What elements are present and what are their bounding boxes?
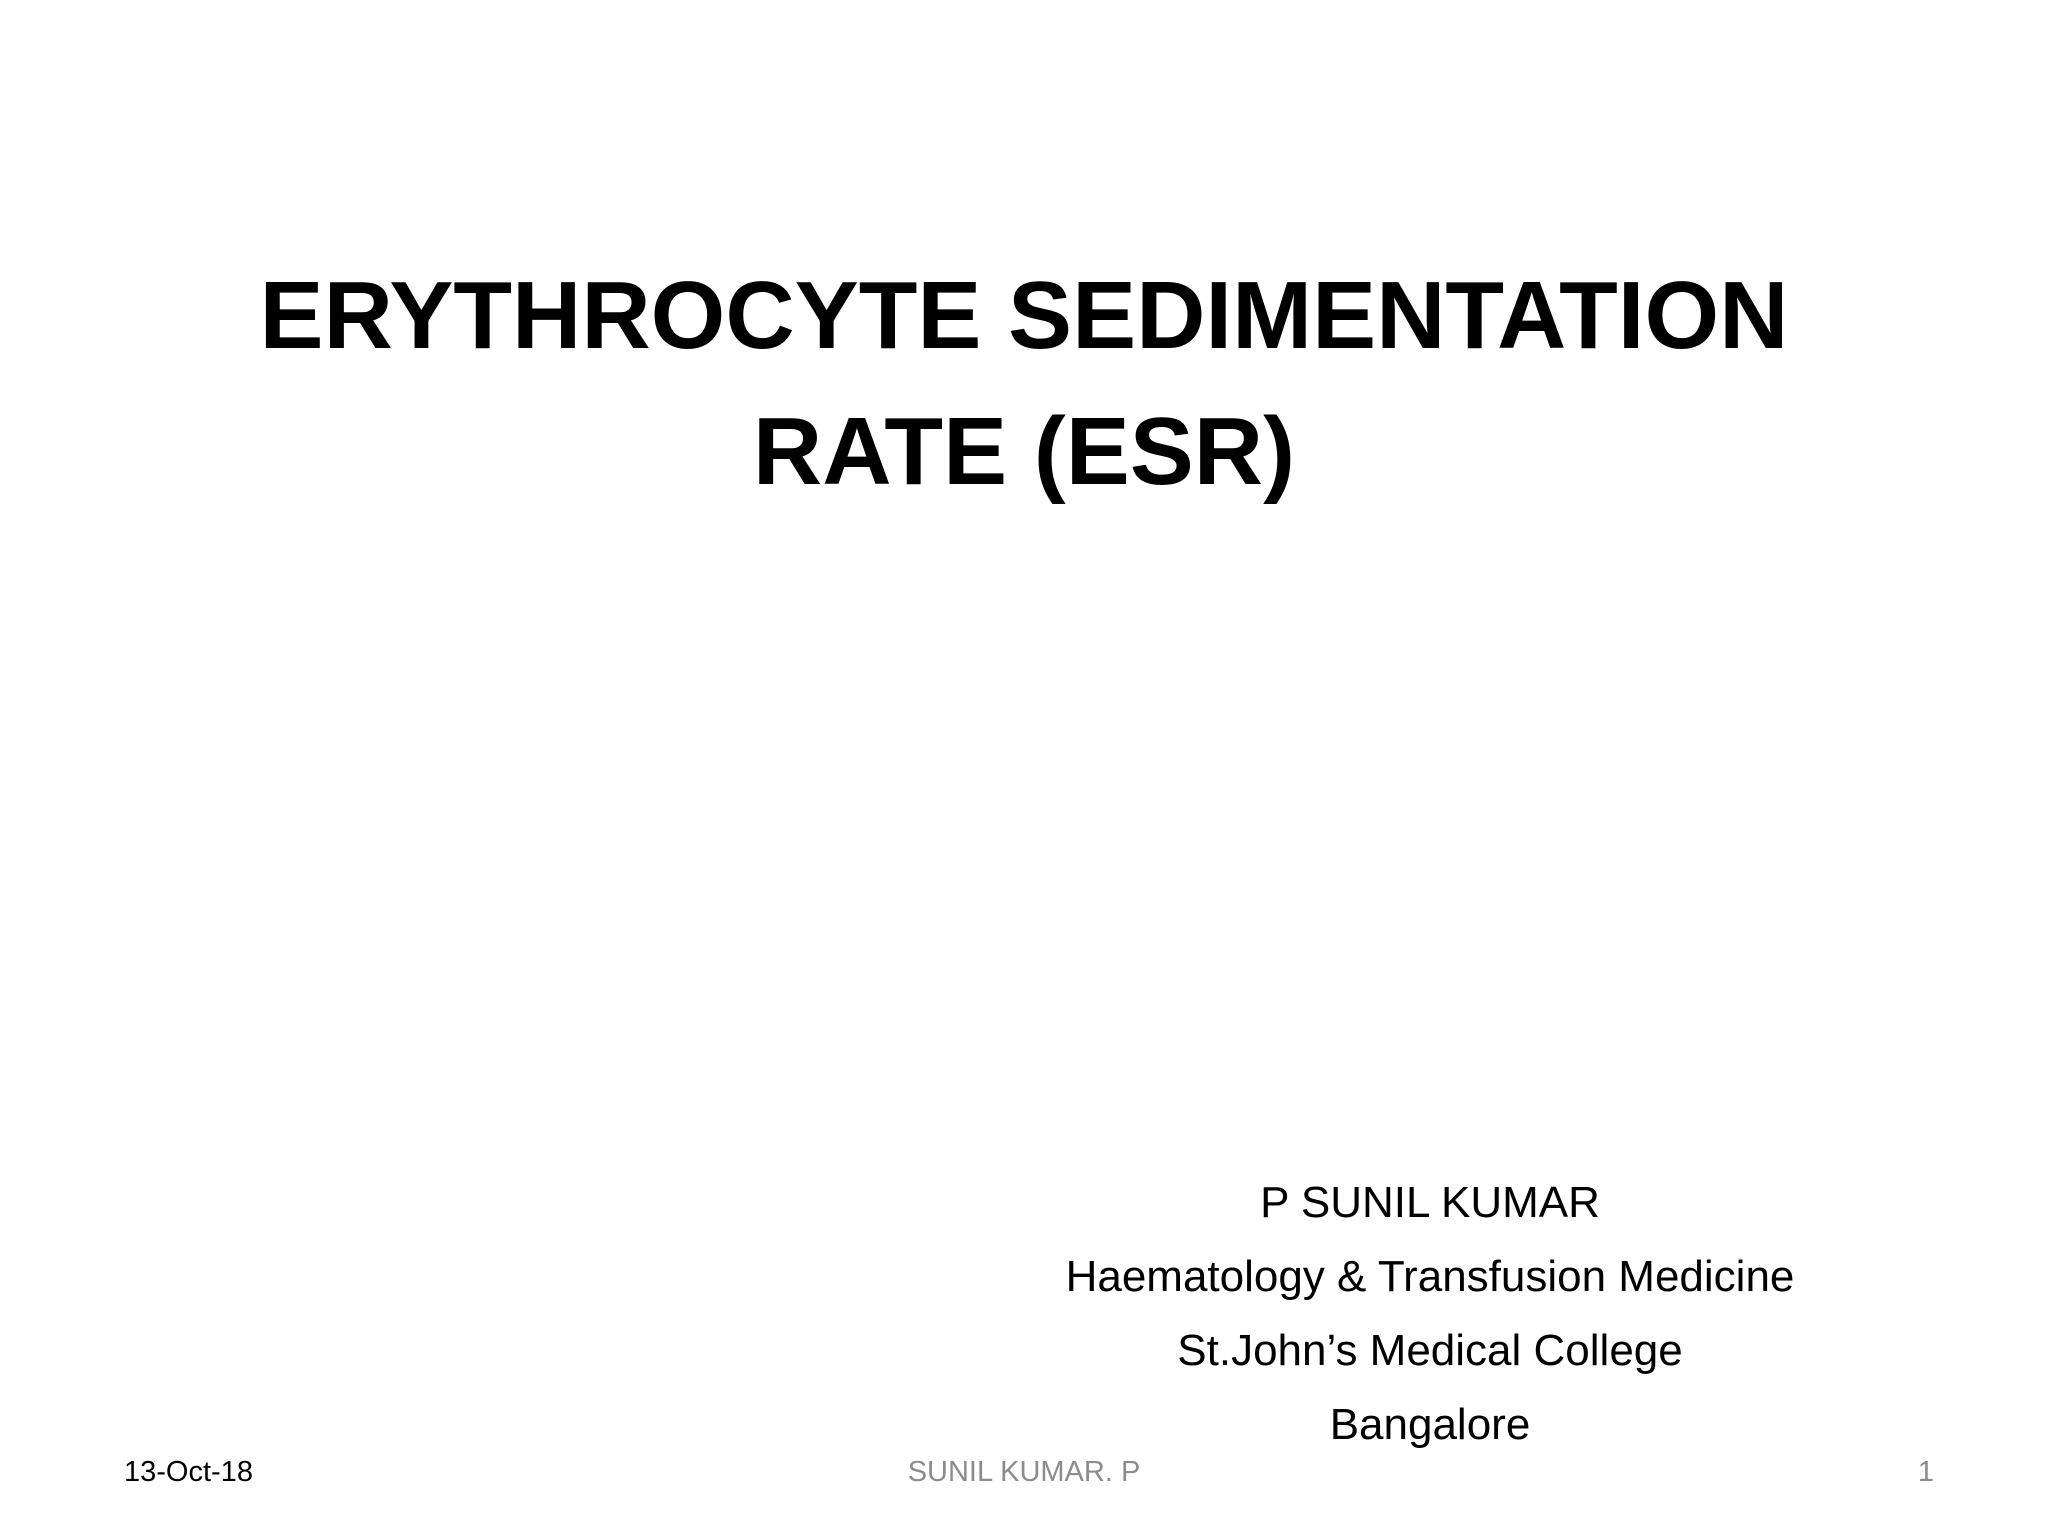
slide-subtitle [1020,1166,1840,1462]
footer-author: SUNIL KUMAR. P [907,1456,1141,1488]
presenter-city: Bangalore [1329,1400,1531,1449]
slide-title [0,248,2048,520]
presenter-institution: St.John’s Medical College [1177,1326,1683,1375]
title-line-2: RATE (ESR) [752,398,1296,505]
presenter-department: Haematology & Transfusion Medicine [1065,1252,1795,1301]
footer-date: 13-Oct-18 [124,1456,253,1488]
presenter-name: P SUNIL KUMAR [1260,1178,1600,1227]
slide-number: 1 [1917,1456,1934,1488]
title-line-1: ERYTHROCYTE SEDIMENTATION [259,262,1789,369]
